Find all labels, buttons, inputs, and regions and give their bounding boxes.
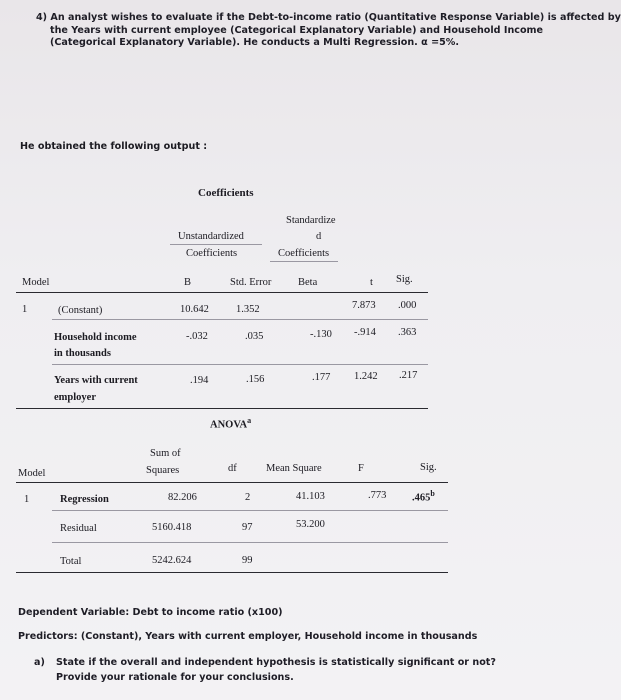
anova-header-df: df [228, 463, 237, 474]
coef-row-beta: -.130 [310, 329, 332, 340]
coef-row-beta: .177 [312, 372, 331, 383]
anova-row-rule [52, 542, 448, 543]
anova-row-sig: .465$^b$ [412, 489, 435, 504]
coef-row-b: -.032 [186, 331, 208, 342]
anova-row-label: Residual [60, 523, 97, 534]
coef-model-number: 1 [22, 304, 28, 315]
coef-row-b: .194 [190, 375, 209, 386]
question-line-2: the Years with current employee (Categorical Explanatory Variable) and Household Income [50, 24, 544, 36]
anova-row-ms: 53.200 [296, 519, 325, 530]
anova-row-f: .773 [368, 490, 387, 501]
coef-row-b: 10.642 [180, 304, 209, 315]
coef-row-label-cont: in thousands [54, 348, 111, 359]
anova-row-df: 2 [245, 492, 251, 503]
coef-row-label: Household income [54, 332, 137, 343]
coef-row-se: .156 [246, 374, 265, 385]
coef-row-se: 1.352 [236, 304, 260, 315]
coef-row-t: 7.873 [352, 300, 376, 311]
coef-header-beta: Beta [298, 277, 318, 288]
anova-bottom-rule [16, 572, 448, 573]
coef-header-b: B [184, 277, 192, 288]
part-a-line-1: State if the overall and independent hypothesis is statistically significant or not? [56, 657, 496, 668]
question-text [36, 12, 621, 50]
anova-row-ms: 41.103 [296, 491, 325, 502]
anova-header-f: F [358, 463, 364, 474]
coef-row-rule [52, 364, 428, 365]
anova-title: ANOVA$^a$ [210, 416, 252, 431]
anova-row-ss: 82.206 [168, 492, 197, 503]
anova-header-ss-line-2: Squares [146, 465, 180, 476]
std-header-line-1: Standardize [286, 215, 336, 226]
unstd-header-rule [170, 244, 262, 245]
coef-row-label-cont: employer [54, 392, 96, 403]
predictors-note: Predictors: (Constant), Years with current employer, Household income in thousands [18, 631, 478, 642]
coef-row-rule [52, 319, 428, 320]
coef-header-rule [16, 292, 428, 293]
anova-header-rule [16, 482, 448, 483]
anova-model-number: 1 [24, 494, 30, 505]
part-a-label: a) [34, 657, 45, 668]
anova-row-ss: 5160.418 [152, 522, 192, 533]
anova-row-df: 97 [242, 522, 253, 533]
coef-row-t: -.914 [354, 327, 376, 338]
coef-row-label: Years with current [54, 375, 138, 386]
std-header-line-2: d [316, 231, 322, 242]
part-a-line-2: Provide your rationale for your conclusions. [56, 672, 294, 683]
question-line-1: 4) An analyst wishes to evaluate if the Debt-to-income ratio (Quantitative Response Variable) is affected by [36, 12, 621, 23]
coef-row-t: 1.242 [354, 371, 378, 382]
anova-header-ss-line-1: Sum of [150, 448, 181, 459]
coef-header-sig: Sig. [396, 274, 413, 285]
unstd-header-line-1: Unstandardized [178, 231, 244, 242]
coef-row-sig: .000 [398, 300, 417, 311]
anova-row-label: Total [60, 556, 82, 567]
coef-header-model: Model [22, 277, 50, 288]
std-header-rule [270, 261, 338, 262]
anova-header-model: Model [18, 468, 46, 479]
anova-header-sig: Sig. [420, 462, 437, 473]
coef-header-std-error: Std. Error [230, 277, 272, 288]
coefficients-title: Coefficients [198, 187, 254, 199]
anova-row-df: 99 [242, 555, 253, 566]
coef-header-t: t [370, 277, 373, 288]
coef-row-se: .035 [245, 331, 264, 342]
question-line-3: (Categorical Explanatory Variable). He conducts a Multi Regression. α =5%. [50, 37, 460, 49]
dependent-variable-note: Dependent Variable: Debt to income ratio (x100) [18, 607, 283, 618]
coef-row-sig: .217 [399, 370, 418, 381]
coef-bottom-rule [16, 408, 428, 409]
coef-row-label: (Constant) [58, 305, 103, 316]
obtained-output-label: He obtained the following output : [20, 141, 208, 152]
std-header-line-3: Coefficients [278, 248, 330, 259]
anova-row-ss: 5242.624 [152, 555, 192, 566]
anova-row-rule [52, 510, 448, 511]
anova-row-label: Regression [60, 494, 109, 505]
anova-header-ms: Mean Square [266, 463, 322, 474]
coef-row-sig: .363 [398, 327, 417, 338]
unstd-header-line-2: Coefficients [186, 248, 238, 259]
